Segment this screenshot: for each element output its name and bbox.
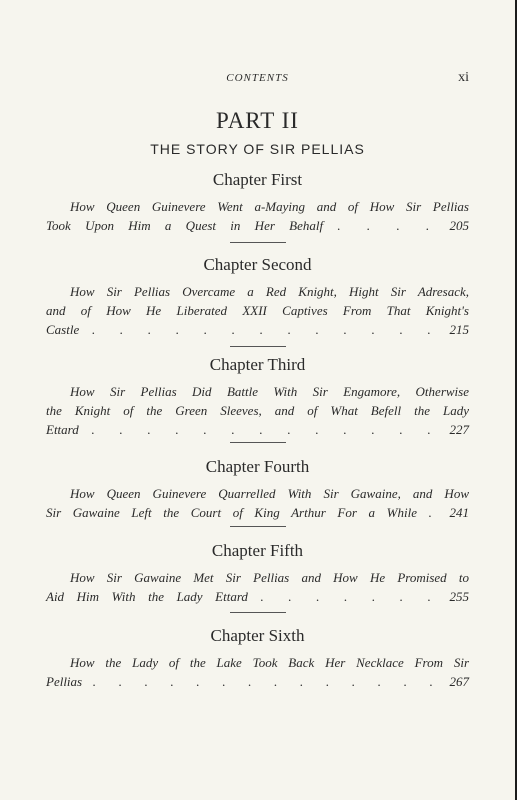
chapter-entry [46,626,469,691]
chapter-entry [46,355,469,439]
divider [230,442,286,443]
chapter-heading: Chapter Fourth [205,457,310,476]
chapter-entry [46,170,469,235]
chapter-summary[interactable] [46,484,469,522]
dot-leaders: . . . . . . . . . . . . . . [92,674,439,689]
dot-leaders: . [428,505,438,520]
summary-line: How the Lady of the Lake Took Back Her Necklace From Sir [70,655,469,670]
summary-line: Pellias [46,674,83,689]
chapter-heading: Chapter Fifth [211,541,304,560]
summary-line: Took Upon Him a Quest in Her Behalf [46,218,324,233]
page-number: xi [458,70,469,85]
summary-line: How Queen Guinevere Went a-Maying and of How Sir Pellias [70,199,469,214]
summary-line: How Sir Pellias Overcame a Red Knight, Hight Sir Adresack, [70,284,469,299]
chapter-entry [46,255,469,339]
chapter-heading: Chapter First [212,170,303,189]
part-title: PART II [216,108,299,133]
divider [230,612,286,613]
summary-line: and of How He Liberated XXII Captives From That Knight's [46,303,469,318]
summary-last-line [46,503,469,522]
dot-leaders: . . . . [337,218,436,233]
summary-last-line [46,420,469,439]
divider [230,346,286,347]
running-head: CONTENTS [226,72,289,84]
chapter-entry [46,457,469,522]
summary-last-line [46,672,469,691]
chapter-entry [46,541,469,606]
chapter-heading: Chapter Second [203,255,312,274]
page-reference: 241 [449,505,470,520]
divider [230,242,286,243]
summary-line: the Knight of the Green Sleeves, and of What Befell the Lady [46,403,469,418]
divider [230,526,286,527]
summary-last-line [46,216,469,235]
summary-line: Ettard [46,422,79,437]
story-title: THE STORY OF SIR PELLIAS [150,141,365,157]
summary-last-line [46,587,469,606]
chapter-summary[interactable] [46,382,469,439]
summary-line: Aid Him With the Lady Ettard [46,589,248,604]
summary-last-line [46,320,469,339]
chapter-summary[interactable] [46,197,469,235]
page-reference: 227 [449,422,469,437]
chapter-summary[interactable] [46,568,469,606]
page-reference: 215 [449,322,470,337]
dot-leaders: . . . . . . . . . . . . . [91,322,437,337]
summary-line: Castle [46,322,80,337]
summary-line: How Sir Gawaine Met Sir Pellias and How He Promised to [70,570,469,585]
chapter-summary[interactable] [46,653,469,691]
summary-line: How Sir Pellias Did Battle With Sir Engamore, Otherwise [70,384,469,399]
page-reference: 267 [449,674,470,689]
summary-line: How Queen Guinevere Quarrelled With Sir Gawaine, and How [70,486,469,501]
dot-leaders: . . . . . . . [260,589,437,604]
chapter-summary[interactable] [46,282,469,339]
page-reference: 255 [449,589,470,604]
chapter-heading: Chapter Third [209,355,306,374]
chapter-heading: Chapter Sixth [210,626,305,645]
summary-line: Sir Gawaine Left the Court of King Arthur For a While [46,505,417,520]
dot-leaders: . . . . . . . . . . . . . [91,422,437,437]
page-reference: 205 [449,218,469,233]
